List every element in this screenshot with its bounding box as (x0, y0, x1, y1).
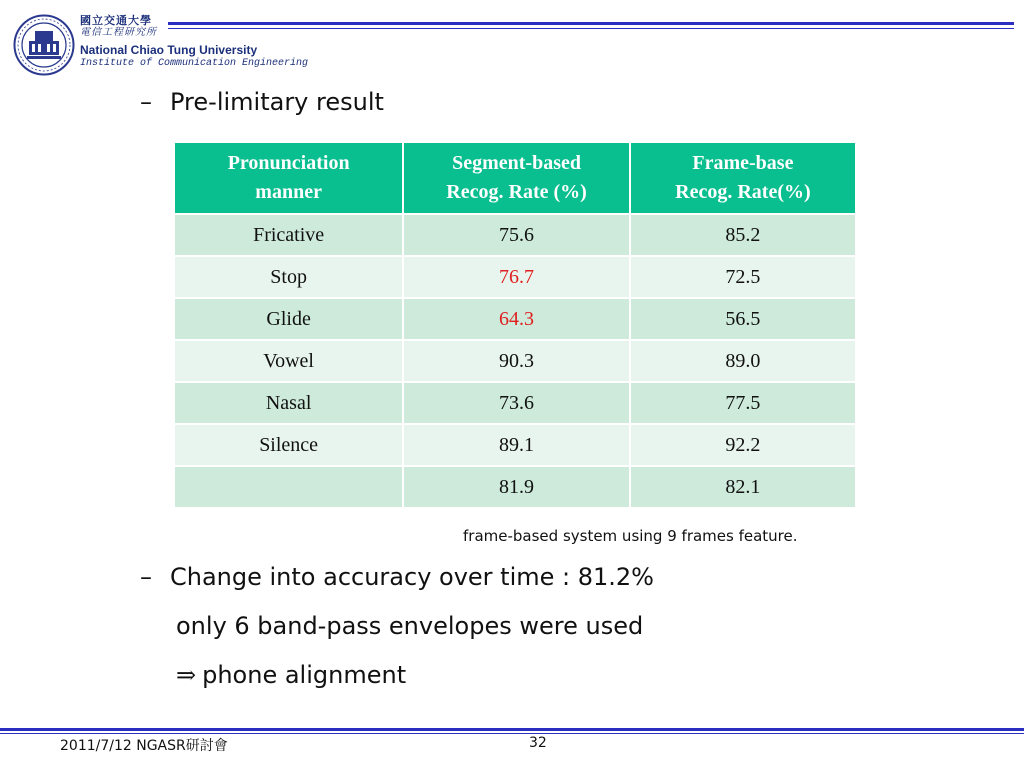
table-row (174, 298, 856, 340)
page-number: 32 (529, 735, 547, 751)
bullet-dash: – (140, 88, 152, 116)
bullet-text: Pre-limitary result (170, 88, 384, 116)
cell-frame-rate: 85.2 (630, 214, 856, 256)
cell-segment-rate-highlight: 64.3 (403, 298, 630, 340)
header-rule-thin (168, 28, 1014, 29)
bullet-dash: – (140, 563, 152, 591)
footer-date-event: 2011/7/12 NGASR研討會 (60, 738, 228, 754)
header-rule (168, 22, 1014, 25)
column-header-segment-rate: Segment-based Recog. Rate (%) (403, 142, 630, 214)
table-row (174, 256, 856, 298)
table-row (174, 214, 856, 256)
cell-frame-rate: 77.5 (630, 382, 856, 424)
cell-segment-rate: 81.9 (403, 466, 630, 508)
table-row (174, 424, 856, 466)
department-name-en: Institute of Communication Engineering (80, 58, 309, 69)
footer-rule-thin (0, 733, 1024, 734)
bullet-text: Change into accuracy over time : 81.2% (170, 563, 654, 591)
cell-segment-rate: 73.6 (403, 382, 630, 424)
bullet-accuracy (140, 563, 654, 591)
cell-manner: Silence (174, 424, 403, 466)
cell-frame-rate: 82.1 (630, 466, 856, 508)
cell-manner (174, 466, 403, 508)
cell-segment-rate: 90.3 (403, 340, 630, 382)
footer-rule (0, 728, 1024, 731)
department-name-zh: 電信工程研究所 (80, 27, 157, 38)
table-row-average (174, 466, 856, 508)
cell-frame-rate: 92.2 (630, 424, 856, 466)
cell-manner: Nasal (174, 382, 403, 424)
cell-segment-rate: 89.1 (403, 424, 630, 466)
cell-manner: Glide (174, 298, 403, 340)
cell-manner: Stop (174, 256, 403, 298)
cell-frame-rate: 72.5 (630, 256, 856, 298)
cell-manner: Vowel (174, 340, 403, 382)
institution-name-en: National Chiao Tung University (80, 43, 258, 57)
table-footnote: frame-based system using 9 frames feature. (463, 527, 798, 545)
cell-frame-rate: 56.5 (630, 298, 856, 340)
bullet-subline-alignment (176, 661, 406, 689)
university-logo-icon (13, 14, 75, 76)
cell-segment-rate: 75.6 (403, 214, 630, 256)
table-row (174, 382, 856, 424)
table-row (174, 340, 856, 382)
results-table (173, 141, 857, 509)
column-header-manner: Pronunciation manner (174, 142, 403, 214)
cell-manner: Fricative (174, 214, 403, 256)
cell-frame-rate: 89.0 (630, 340, 856, 382)
bullet-subline-envelopes: only 6 band-pass envelopes were used (176, 612, 644, 640)
bullet-prelimitary-result (140, 88, 384, 116)
bullet-subline-text: phone alignment (202, 661, 407, 689)
column-header-frame-rate: Frame-base Recog. Rate(%) (630, 142, 856, 214)
cell-segment-rate-highlight: 76.7 (403, 256, 630, 298)
table-header-row (174, 142, 856, 214)
implies-arrow-icon: ⇒ (176, 661, 197, 689)
institution-name-zh: 國立交通大學 (80, 14, 152, 27)
